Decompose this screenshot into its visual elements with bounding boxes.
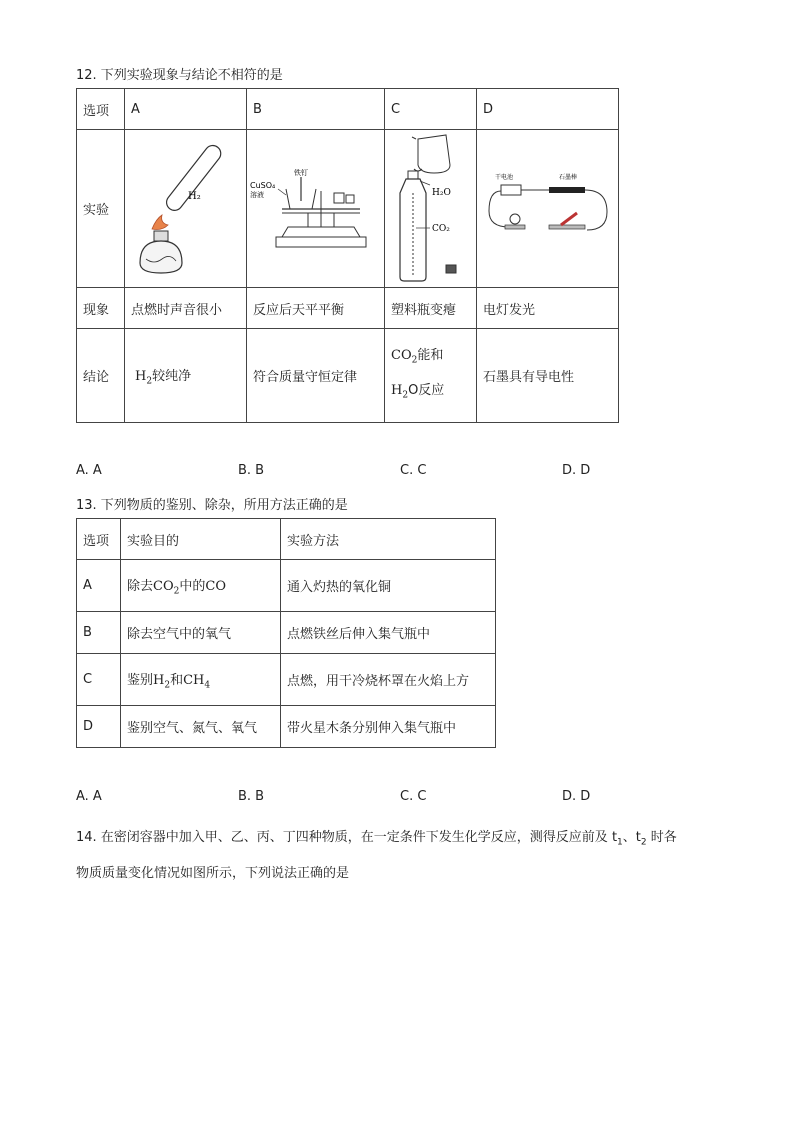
q12-header-d: D xyxy=(477,89,619,130)
q13-table xyxy=(76,518,496,748)
q12-conclusion-d: 石墨具有导电性 xyxy=(477,329,619,423)
q13-header-row xyxy=(77,519,496,560)
q12-title: 12. 下列实验现象与结论不相符的是 xyxy=(76,68,283,83)
q12-conclusion-a: $H_2$较纯净 xyxy=(125,329,247,423)
q13-header-option: 选项 xyxy=(77,519,121,560)
q12-phenomenon-c: 塑料瓶变瘪 xyxy=(385,288,477,329)
q13-row-a-purpose: 除去$CO_2$中的CO xyxy=(121,560,281,612)
q12-figure-d-cell xyxy=(477,130,619,288)
q12-experiment-row xyxy=(77,130,619,288)
q12-conclusion-row xyxy=(77,329,619,423)
balance-figure xyxy=(248,131,384,287)
q13-row-c-purpose: 鉴别$H_2$和$CH_4$ xyxy=(121,654,281,706)
q13-header-purpose: 实验目的 xyxy=(121,519,281,560)
q12-phenomenon-d: 电灯发光 xyxy=(477,288,619,329)
q12-figure-a-cell xyxy=(125,130,247,288)
q13-option-c[interactable]: C. C xyxy=(400,789,427,804)
q12-conclusion-c: $CO_2$能和 $H_2O$反应 xyxy=(385,329,477,423)
q12-option-b[interactable]: B. B xyxy=(238,463,265,478)
q13-row-b-method: 点燃铁丝后伸入集气瓶中 xyxy=(281,612,496,654)
q13-row-b xyxy=(77,612,496,654)
q13-row-b-purpose: 除去空气中的氧气 xyxy=(121,612,281,654)
q13-row-d-option: D xyxy=(77,706,121,748)
q13-option-b[interactable]: B. B xyxy=(238,789,265,804)
q12-phenomenon-row xyxy=(77,288,619,329)
hydrogen-ignition-figure xyxy=(126,131,246,287)
solution-label: 溶液 xyxy=(249,190,264,199)
plastic-bottle-figure xyxy=(386,131,476,287)
cuso4-label: CuSO₄ xyxy=(249,180,275,190)
circuit-figure xyxy=(479,131,617,287)
q12-header-a: A xyxy=(125,89,247,130)
q14-line1: 14. 在密闭容器中加入甲、乙、丙、丁四种物质，在一定条件下发生化学反应，测得反应前及 $t_1$、$t_2$ 时各 xyxy=(76,830,677,848)
q13-row-b-option: B xyxy=(77,612,121,654)
q13-row-c xyxy=(77,654,496,706)
q12-phenomenon-a: 点燃时声音很小 xyxy=(125,288,247,329)
q12-phenomenon-label: 现象 xyxy=(77,288,125,329)
q12-option-c[interactable]: C. C xyxy=(400,463,427,478)
q12-conclusion-label: 结论 xyxy=(77,329,125,423)
q13-row-d xyxy=(77,706,496,748)
co2-label: CO₂ xyxy=(431,223,450,234)
q13-row-a-method: 通入灼热的氧化铜 xyxy=(281,560,496,612)
q13-row-d-method: 带火星木条分别伸入集气瓶中 xyxy=(281,706,496,748)
q13-row-c-method: 点燃，用干冷烧杯罩在火焰上方 xyxy=(281,654,496,706)
q13-row-d-purpose: 鉴别空气、氮气、氧气 xyxy=(121,706,281,748)
h2o-label: H₂O xyxy=(431,187,451,198)
q12-header-c: C xyxy=(385,89,477,130)
q12-option-d[interactable]: D. D xyxy=(562,463,591,478)
q13-row-a-option: A xyxy=(77,560,121,612)
q14-line2: 物质质量变化情况如图所示，下列说法正确的是 xyxy=(76,866,350,881)
q12-header-row xyxy=(77,89,619,130)
nail-label: 铁钉 xyxy=(293,168,308,177)
q12-conclusion-b: 符合质量守恒定律 xyxy=(247,329,385,423)
q13-option-a[interactable]: A. A xyxy=(76,789,102,804)
q12-header-b: B xyxy=(247,89,385,130)
q12-option-a[interactable]: A. A xyxy=(76,463,102,478)
q12-table xyxy=(76,88,619,423)
q13-row-a xyxy=(77,560,496,612)
q12-phenomenon-b: 反应后天平平衡 xyxy=(247,288,385,329)
q12-header-label: 选项 xyxy=(77,89,125,130)
h2-label: H₂ xyxy=(187,190,201,202)
battery-label: 干电池 xyxy=(494,173,513,181)
q12-figure-b-cell xyxy=(247,130,385,288)
q13-row-c-option: C xyxy=(77,654,121,706)
graphite-label: 石墨棒 xyxy=(558,173,577,181)
q13-option-d[interactable]: D. D xyxy=(562,789,591,804)
q12-figure-c-cell xyxy=(385,130,477,288)
q12-experiment-label: 实验 xyxy=(77,130,125,288)
q13-title: 13. 下列物质的鉴别、除杂，所用方法正确的是 xyxy=(76,498,348,513)
q13-header-method: 实验方法 xyxy=(281,519,496,560)
